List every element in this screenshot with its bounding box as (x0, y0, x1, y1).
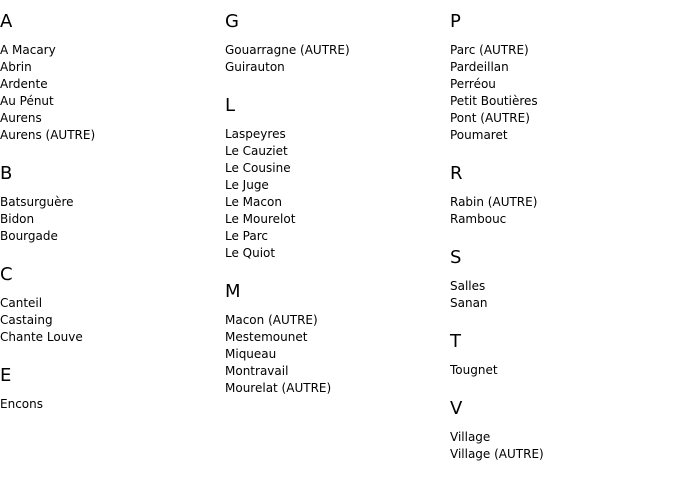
place-link[interactable]: Au Pénut (0, 94, 54, 108)
place-link[interactable]: Abrin (0, 60, 32, 74)
letter-heading: E (0, 365, 12, 386)
place-link[interactable]: Aurens (0, 111, 42, 125)
place-link[interactable]: Ardente (0, 77, 48, 91)
place-link[interactable]: Guirauton (225, 60, 285, 74)
letter-heading: C (0, 264, 13, 285)
letter-heading: M (225, 281, 241, 302)
place-link[interactable]: Parc (AUTRE) (450, 43, 529, 57)
place-list (0, 42, 220, 144)
place-link[interactable]: Le Juge (225, 178, 269, 192)
place-list (450, 194, 670, 228)
letter-group (450, 399, 670, 463)
letter-group (450, 164, 670, 228)
place-link[interactable]: Poumaret (450, 128, 508, 142)
place-link[interactable]: Rabin (AUTRE) (450, 195, 538, 209)
index-column-1 (0, 12, 220, 433)
place-link[interactable]: Bidon (0, 212, 35, 226)
place-link[interactable]: Aurens (AUTRE) (0, 128, 96, 142)
letter-heading: T (450, 331, 461, 352)
place-link[interactable]: Mestemounet (225, 330, 308, 344)
letter-group (450, 12, 670, 144)
letter-group (225, 282, 445, 397)
place-link[interactable]: Village (450, 430, 491, 444)
letter-group (0, 12, 220, 144)
letter-heading: G (225, 11, 239, 32)
place-link[interactable]: Salles (450, 279, 486, 293)
place-link[interactable]: Castaing (0, 313, 53, 327)
place-link[interactable]: Rambouc (450, 212, 507, 226)
place-link[interactable]: Perréou (450, 77, 496, 91)
letter-heading: V (450, 398, 463, 419)
letter-heading: B (0, 163, 13, 184)
place-link[interactable]: Macon (AUTRE) (225, 313, 318, 327)
letter-group (0, 265, 220, 346)
place-list (0, 396, 220, 413)
index-column-3 (450, 12, 670, 483)
letter-group (450, 332, 670, 379)
place-list (450, 278, 670, 312)
letter-group (0, 164, 220, 245)
place-link[interactable]: Canteil (0, 296, 43, 310)
place-link[interactable]: A Macary (0, 43, 56, 57)
place-link[interactable]: Encons (0, 397, 43, 411)
index-column-2 (225, 12, 445, 417)
place-link[interactable]: Miqueau (225, 347, 277, 361)
place-link[interactable]: Tougnet (450, 363, 498, 377)
letter-heading: A (0, 11, 13, 32)
letter-heading: L (225, 95, 236, 116)
letter-heading: S (450, 247, 462, 268)
place-link[interactable]: Le Parc (225, 229, 268, 243)
place-link[interactable]: Le Cousine (225, 161, 291, 175)
place-link[interactable]: Montravail (225, 364, 289, 378)
place-list (0, 194, 220, 245)
place-list (450, 42, 670, 144)
place-link[interactable]: Village (AUTRE) (450, 447, 544, 461)
place-link[interactable]: Le Quiot (225, 246, 276, 260)
letter-heading: P (450, 11, 461, 32)
place-link[interactable]: Gouarragne (AUTRE) (225, 43, 350, 57)
place-list (0, 295, 220, 346)
place-link[interactable]: Chante Louve (0, 330, 83, 344)
place-link[interactable]: Le Macon (225, 195, 282, 209)
letter-heading: R (450, 163, 463, 184)
place-list (225, 42, 445, 76)
place-link[interactable]: Sanan (450, 296, 488, 310)
letter-group (0, 366, 220, 413)
place-list (450, 362, 670, 379)
place-link[interactable]: Laspeyres (225, 127, 286, 141)
place-link[interactable]: Pont (AUTRE) (450, 111, 530, 125)
place-list (225, 312, 445, 397)
place-list (225, 126, 445, 262)
place-link[interactable]: Bourgade (0, 229, 58, 243)
place-link[interactable]: Petit Boutières (450, 94, 538, 108)
place-link[interactable]: Pardeillan (450, 60, 509, 74)
letter-group (450, 248, 670, 312)
letter-group (225, 12, 445, 76)
place-list (450, 429, 670, 463)
place-link[interactable]: Le Mourelot (225, 212, 296, 226)
letter-group (225, 96, 445, 262)
place-link[interactable]: Le Cauziet (225, 144, 288, 158)
place-link[interactable]: Mourelat (AUTRE) (225, 381, 332, 395)
place-link[interactable]: Batsurguère (0, 195, 74, 209)
